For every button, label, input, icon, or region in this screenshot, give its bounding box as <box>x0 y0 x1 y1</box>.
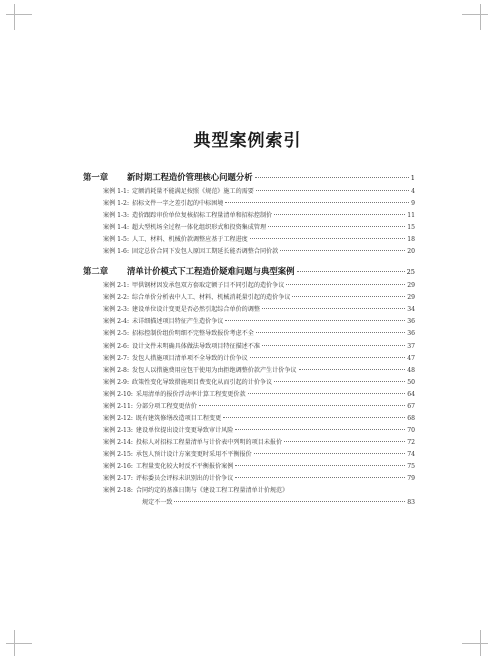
chapter-number: 第一章 <box>83 172 109 182</box>
dot-leader <box>254 453 406 454</box>
page-number: 37 <box>407 342 415 350</box>
toc-entry[interactable] <box>83 473 415 485</box>
case-title: 人工、材料、机械价款调整应基于工程进度 <box>132 236 248 244</box>
case-label: 案例 1-2: <box>103 200 129 208</box>
case-label: 案例 2-12: <box>103 414 133 422</box>
toc-entry[interactable] <box>83 292 415 304</box>
case-label: 案例 1-4: <box>103 224 129 232</box>
dot-leader <box>235 477 405 478</box>
page-number: 20 <box>407 248 415 256</box>
case-label: 案例 1-5: <box>103 236 129 244</box>
toc-entry[interactable] <box>83 246 415 258</box>
dot-leader <box>280 250 405 251</box>
case-label: 案例 2-7: <box>103 354 129 362</box>
toc-entry[interactable] <box>83 425 415 437</box>
page-number: 29 <box>407 294 415 302</box>
page-title: 典型案例索引 <box>193 131 302 151</box>
toc-entry[interactable] <box>83 341 415 353</box>
toc-entry[interactable] <box>83 210 415 222</box>
case-title: 建设单位设计变更是否必然引起综合单价的调整 <box>132 306 260 314</box>
case-title: 承包人预计设计方案变更时采用不平衡报价 <box>135 450 252 458</box>
case-title: 招标控制价组价明细不完整导致报价考虑不全 <box>132 330 254 338</box>
page-number: 68 <box>407 414 415 422</box>
dot-leader <box>262 345 405 346</box>
case-title: 分部分项工程变更估价 <box>135 402 197 410</box>
toc-entry[interactable] <box>83 413 415 425</box>
page-number: 34 <box>407 306 415 314</box>
crop-mark <box>480 4 481 30</box>
toc-entry[interactable] <box>83 222 415 234</box>
page-number: 48 <box>407 366 415 374</box>
case-label: 案例 2-16: <box>103 462 133 470</box>
dot-leader <box>274 381 405 382</box>
case-title: 设计文件未明确具体做法导致项目特征描述不准 <box>132 342 260 350</box>
toc-entry[interactable] <box>83 198 415 210</box>
crop-mark <box>14 630 15 656</box>
page-number: 72 <box>407 438 415 446</box>
dot-leader <box>284 441 405 442</box>
case-title: 投标人对招标工程量清单与计价表中列明的项目未报价 <box>135 438 283 446</box>
case-title: 发包人以措施费用应包干使用为由拒绝调整价款产生计价争议 <box>132 366 297 374</box>
case-label: 案例 2-4: <box>103 318 129 326</box>
page-number: 70 <box>407 426 415 434</box>
dot-leader <box>199 405 405 406</box>
case-label: 案例 1-3: <box>103 212 129 220</box>
page-number: 36 <box>407 330 415 338</box>
dot-leader <box>256 190 409 191</box>
case-title: 采用清单的报价浮动率计算工程变更价款 <box>135 390 246 398</box>
page-number: 74 <box>407 450 415 458</box>
case-title: 评标委员会评标未识别出的计价争议 <box>135 475 234 483</box>
crop-mark <box>462 643 488 644</box>
chapter-heading[interactable] <box>83 264 415 278</box>
case-title: 招标文件一字之差引起的中标困境 <box>132 200 224 208</box>
page-number: 79 <box>407 475 415 483</box>
dot-leader <box>255 177 409 178</box>
case-title: 建设单位提出设计变更导致审计风险 <box>135 426 234 434</box>
page-number: 25 <box>406 268 415 277</box>
dot-leader <box>174 501 405 502</box>
page-number: 36 <box>407 318 415 326</box>
dot-leader <box>225 202 409 203</box>
chapter-title: 新时期工程造价管理核心问题分析 <box>127 172 253 182</box>
dot-leader <box>235 429 405 430</box>
case-label: 案例 2-9: <box>103 378 129 386</box>
case-label: 案例 2-18: <box>103 487 133 495</box>
dot-leader <box>262 308 405 309</box>
toc-entry[interactable] <box>83 328 415 340</box>
case-title: 定额消耗量不能满足按照《规范》施工的需要 <box>132 188 254 195</box>
page-number: 64 <box>407 390 415 398</box>
case-label: 案例 2-10: <box>103 390 133 398</box>
toc-entry[interactable] <box>83 449 415 461</box>
case-title: 综合单价分析表中人工、材料、机械消耗量引起的造价争议 <box>132 294 291 302</box>
toc-entry[interactable] <box>83 280 415 292</box>
case-title: 既有建筑修缮改造项目工程变更 <box>135 414 222 422</box>
case-label: 案例 2-14: <box>103 438 133 446</box>
chapter-title: 清单计价模式下工程造价疑难问题与典型案例 <box>127 266 295 277</box>
case-title: 合同约定的基准日期与《建设工程工程量清单计价规范》 <box>135 487 289 495</box>
page-number: 75 <box>407 462 415 470</box>
crop-mark <box>6 643 32 644</box>
dot-leader <box>223 417 405 418</box>
dot-leader <box>248 393 406 394</box>
page-number: 15 <box>407 224 415 232</box>
page-number: 83 <box>407 499 415 507</box>
dot-leader <box>225 320 405 321</box>
chapter-number: 第二章 <box>83 266 109 277</box>
toc-entry[interactable] <box>83 437 415 449</box>
toc-entry[interactable] <box>83 365 415 377</box>
case-label: 案例 2-11: <box>103 402 133 410</box>
table-of-contents <box>83 170 415 509</box>
dot-leader <box>256 332 405 333</box>
dot-leader <box>297 271 405 272</box>
toc-entry[interactable] <box>83 461 415 473</box>
dot-leader <box>299 369 406 370</box>
dot-leader <box>292 296 405 297</box>
case-label: 案例 2-8: <box>103 366 129 374</box>
dot-leader <box>250 238 405 239</box>
toc-entry[interactable] <box>83 485 415 497</box>
case-label: 案例 2-6: <box>103 342 129 350</box>
case-title: 超大型机场全过程一体化组织形式和投资集成管理 <box>132 224 267 232</box>
case-title: 未详细描述项目特征产生造价争议 <box>132 318 224 326</box>
case-label: 案例 2-3: <box>103 306 129 314</box>
toc-entry-continuation[interactable] <box>83 497 415 509</box>
crop-mark <box>6 14 32 15</box>
toc-entry[interactable] <box>83 353 415 365</box>
dot-leader <box>286 284 405 285</box>
case-title: 造价跟踪审价单位复核招标工程量清单和招标控制价 <box>132 212 273 220</box>
crop-mark <box>480 630 481 656</box>
dot-leader <box>250 357 405 358</box>
page-number: 29 <box>407 282 415 290</box>
toc-entry[interactable] <box>83 401 415 413</box>
page-number: 1 <box>410 174 415 182</box>
page-number: 47 <box>407 354 415 362</box>
case-title: 甲供钢材因发承包双方套取定额子目不同引起的造价争议 <box>132 282 285 290</box>
page-number: 11 <box>407 212 415 220</box>
case-label: 案例 2-15: <box>103 450 133 458</box>
dot-leader <box>268 226 405 227</box>
case-label: 案例 1-6: <box>103 248 129 256</box>
page-number: 4 <box>411 188 415 195</box>
case-label: 案例 2-5: <box>103 330 129 338</box>
dot-leader <box>274 214 405 215</box>
crop-mark <box>462 14 488 15</box>
page-number: 67 <box>407 402 415 410</box>
case-title: 政策性变化导致措施项目费变化从而引起的计价争议 <box>132 378 273 386</box>
toc-entry[interactable] <box>83 389 415 401</box>
page-number: 9 <box>411 200 415 208</box>
case-label: 案例 1-1: <box>103 188 129 195</box>
case-label: 案例 2-1: <box>103 282 129 290</box>
case-title: 发包人措施项目清单项不全导致的计价争议 <box>132 354 248 362</box>
case-label: 案例 2-2: <box>103 294 129 302</box>
toc-entry[interactable] <box>83 304 415 316</box>
case-title-continuation: 规定不一致 <box>142 499 173 507</box>
case-title: 工程量变化较大时反不平衡报价案例 <box>135 462 234 470</box>
crop-mark <box>14 4 15 30</box>
toc-entry[interactable] <box>83 186 415 198</box>
page-number: 50 <box>407 378 415 386</box>
chapter-heading[interactable] <box>83 170 415 184</box>
case-label: 案例 2-17: <box>103 475 133 483</box>
dot-leader <box>235 465 405 466</box>
page-number: 18 <box>407 236 415 244</box>
case-label: 案例 2-13: <box>103 426 133 434</box>
toc-entry[interactable] <box>83 234 415 246</box>
toc-entry[interactable] <box>83 377 415 389</box>
case-title: 固定总价合同下发包人原因工期延长能否调整合同价款 <box>132 248 279 256</box>
toc-entry[interactable] <box>83 316 415 328</box>
